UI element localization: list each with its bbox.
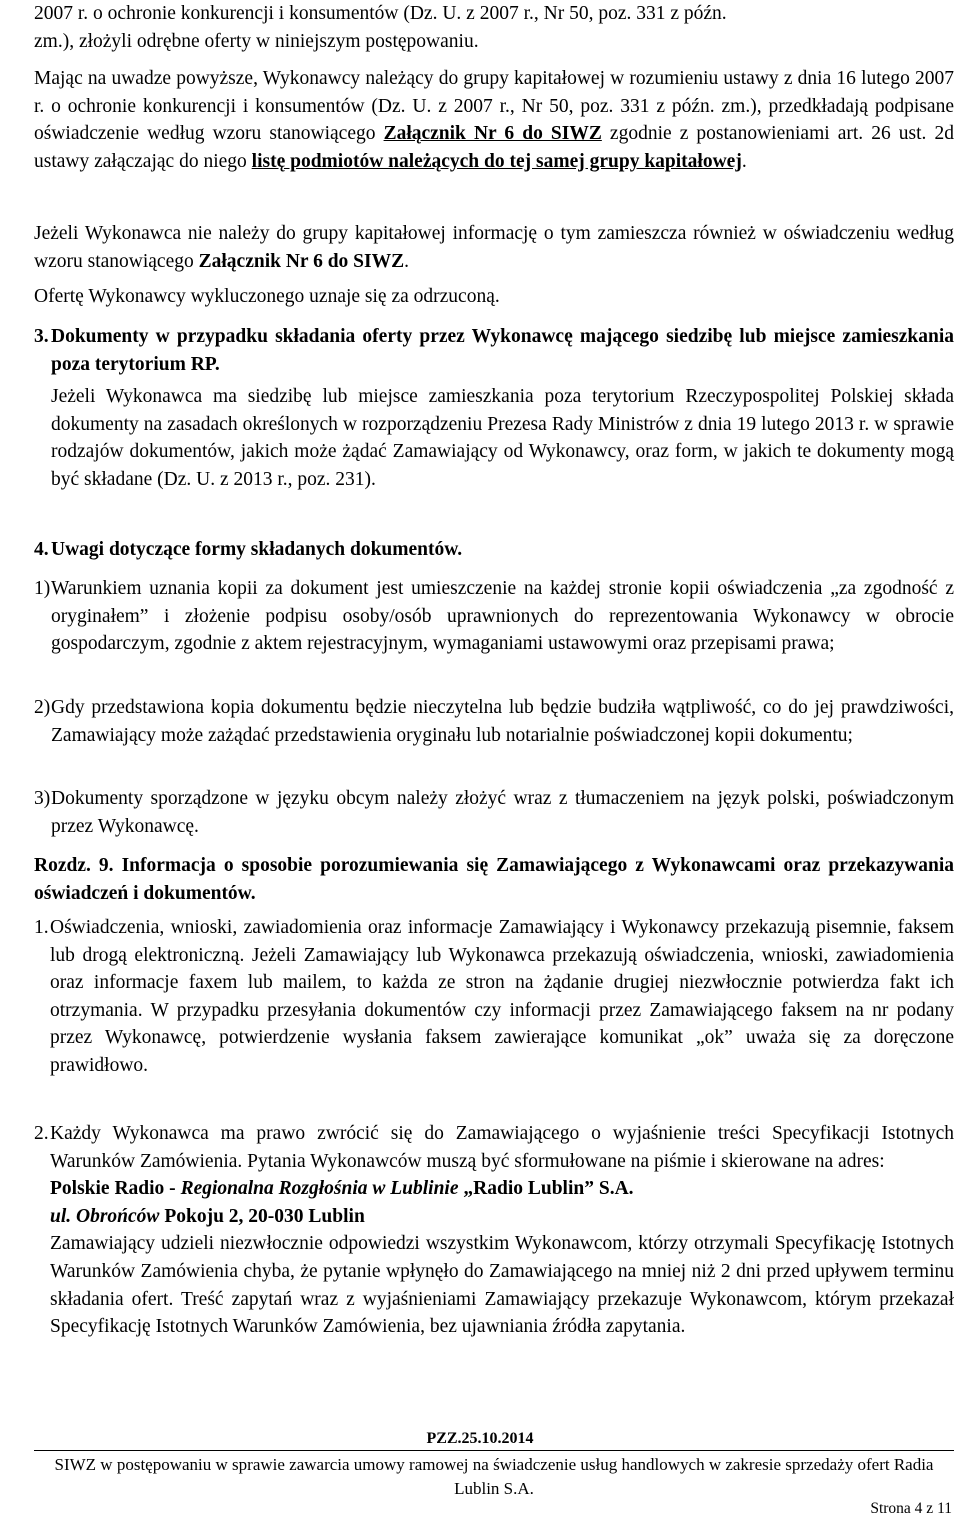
footer-reference-code: PZZ.25.10.2014 — [426, 1430, 534, 1447]
top-line-2: zm.), złożyli odrębne oferty w niniejszym postępowaniu. — [34, 31, 479, 52]
p2-attachment-ref: Załącznik Nr 6 do SIWZ — [198, 250, 405, 272]
section-4 — [34, 536, 954, 564]
chapter-item-2 — [34, 1120, 954, 1341]
chapter-heading — [34, 852, 954, 907]
chapter-item-text-2: Zamawiający udzieli niezwłocznie odpowiedzi wszystkim Wykonawcom, którzy otrzymali Specyfikację Istotnych Warunków Zamówienia chyba, że pytanie wpłynęło do Zamawiającego na mniej niż 2 dni przed upływem terminu składania ofert. Treść zapytań wraz z wyjaśnieniami Zamawiający przekazuje Wykonawcom, którym przekazał Specyfikację Istotnych Warunków Zamówienia, bez ujawniania źródła zapytania. — [50, 1233, 954, 1338]
list-item-number: 2) — [34, 697, 51, 718]
list-item-number: 3) — [34, 788, 51, 809]
paragraph-not-in-group — [34, 220, 954, 275]
address-line-2 — [50, 1203, 954, 1231]
address-street: ul. Obrońców — [50, 1205, 160, 1227]
p1-attachment-ref: Załącznik Nr 6 do SIWZ — [383, 123, 602, 145]
address-org: Polskie Radio - — [50, 1178, 181, 1200]
list-item — [34, 694, 954, 749]
footer-title: SIWZ w postępowaniu w sprawie zawarcia umowy ramowej na świadczenie usług handlowych w zakresie sprzedaży ofert Radia Lublin S.A. — [54, 1455, 934, 1498]
list-item-text: Dokumenty sporządzone w języku obcym należy złożyć wraz z tłumaczeniem na język polski, poświadczonym przez Wykonawcę. — [51, 788, 954, 837]
p2-text-c: . — [404, 250, 409, 272]
section-3-body: Jeżeli Wykonawca ma siedzibę lub miejsce zamieszkania poza terytorium Rzeczypospolitej Polskiej składa dokumenty na zasadach określonych w rozporządzeniu Prezesa Rady Ministrów z dnia 19 lutego 2013 r. w sprawie rodzajów dokumentów, jakich może żądać Zamawiający od Wykonawcy, oraz form, w jakich te dokumenty mogą być składane (Dz. U. z 2013 r., poz. 231). — [51, 386, 954, 490]
section-3-title: Dokumenty w przypadku składania oferty przez Wykonawcę mającego siedzibę lub miejsce zamieszkania poza terytorium RP. — [51, 326, 954, 375]
paragraph-group-capital — [34, 65, 954, 175]
chapter-item-1 — [34, 914, 954, 1080]
chapter-title: Informacja o sposobie porozumiewania się Zamawiającego z Wykonawcami oraz przekazywania oświadczeń i dokumentów. — [34, 855, 954, 904]
p1-text-e: . — [741, 150, 747, 172]
paragraph-rejected: Ofertę Wykonawcy wykluczonego uznaje się za odrzuconą. — [34, 286, 500, 307]
p1-text-c: zgodnie z postanowieniami art. 26 ust. 2d ustawy załączając do niego — [34, 123, 954, 172]
page-number: Strona 4 z 11 — [870, 1500, 952, 1517]
chapter-item-number: 1. — [34, 917, 49, 938]
address-company: „Radio Lublin” S.A. — [458, 1178, 634, 1200]
section-4-number: 4. — [34, 539, 49, 560]
section-3-number: 3. — [34, 326, 49, 347]
list-item — [34, 785, 954, 840]
p1-list-ref: listę podmiotów należących do tej samej grupy kapitałowej — [251, 150, 742, 172]
top-line-1: 2007 r. o ochronie konkurencji i konsumentów (Dz. U. z 2007 r., Nr 50, poz. 331 z późn. — [34, 3, 727, 24]
address-postcode: Pokoju 2, 20-030 Lublin — [159, 1205, 365, 1227]
address-station: Regionalna Rozgłośnia w Lublinie — [180, 1178, 459, 1200]
section-4-title: Uwagi dotyczące formy składanych dokumentów. — [51, 539, 463, 560]
chapter-label: Rozdz. 9. — [34, 855, 114, 876]
chapter-item-number: 2. — [34, 1123, 49, 1144]
list-item-number: 1) — [34, 578, 51, 599]
address-line-1 — [50, 1175, 954, 1203]
list-item-text: Warunkiem uznania kopii za dokument jest umieszczenie na każdej stronie kopii oświadczenia „za zgodność z oryginałem” i złożenie podpisu osoby/osób uprawnionych do reprezentowania Wykonawcy w obrocie gospodarczym, zgodnie z aktem rejestracyjnym, wymaganiami ustawowymi oraz przepisami prawa; — [51, 578, 954, 655]
section-3 — [34, 323, 954, 494]
list-item-text: Gdy przedstawiona kopia dokumentu będzie nieczytelna lub będzie budziła wątpliwość, co do jej prawdziwości, Zamawiający może zażądać przedstawienia oryginału lub notarialnie poświadczonej kopii dokumentu; — [51, 697, 954, 746]
chapter-item-text: Każdy Wykonawca ma prawo zwrócić się do Zamawiającego o wyjaśnienie treści Specyfikacji Istotnych Warunków Zamówienia. Pytania Wykonawców muszą być sformułowane na piśmie i skierowane na adres: — [50, 1123, 954, 1172]
p1-text-a: Mając na uwadze powyższe, Wykonawcy należący do grupy kapitałowej w rozumieniu ustawy z dnia 16 lutego 2007 r. o ochronie konkurencji i konsumentów (Dz. U. z 2007 r., Nr 50, poz. 331 z późn. zm.), przedkładają podpisane oświadczenie według wzoru stanowiącego — [34, 68, 954, 145]
chapter-item-text: Oświadczenia, wnioski, zawiadomienia oraz informacje Zamawiający i Wykonawcy przekazują pisemnie, faksem lub drogą elektroniczną. Jeżeli Zamawiający lub Wykonawca przekazują oświadczenia, wnioski, zawiadomienia oraz informacje faxem lub mailem, to każda ze stron na żądanie drugiej niezwłocznie potwierdza fakt ich otrzymania. W przypadku przesyłania dokumentów czy informacji przez Zamawiającego faksem na nr podany przez Wykonawcę, potwierdzenie wysłania faksem zawierające komunikat „ok” uważa się za doręczone prawidłowo. — [50, 917, 954, 1076]
footer-divider — [34, 1450, 954, 1451]
p2-text-a: Jeżeli Wykonawca nie należy do grupy kapitałowej informację o tym zamieszcza również w oświadczeniu według wzoru stanowiącego — [34, 223, 954, 272]
list-item — [34, 575, 954, 658]
